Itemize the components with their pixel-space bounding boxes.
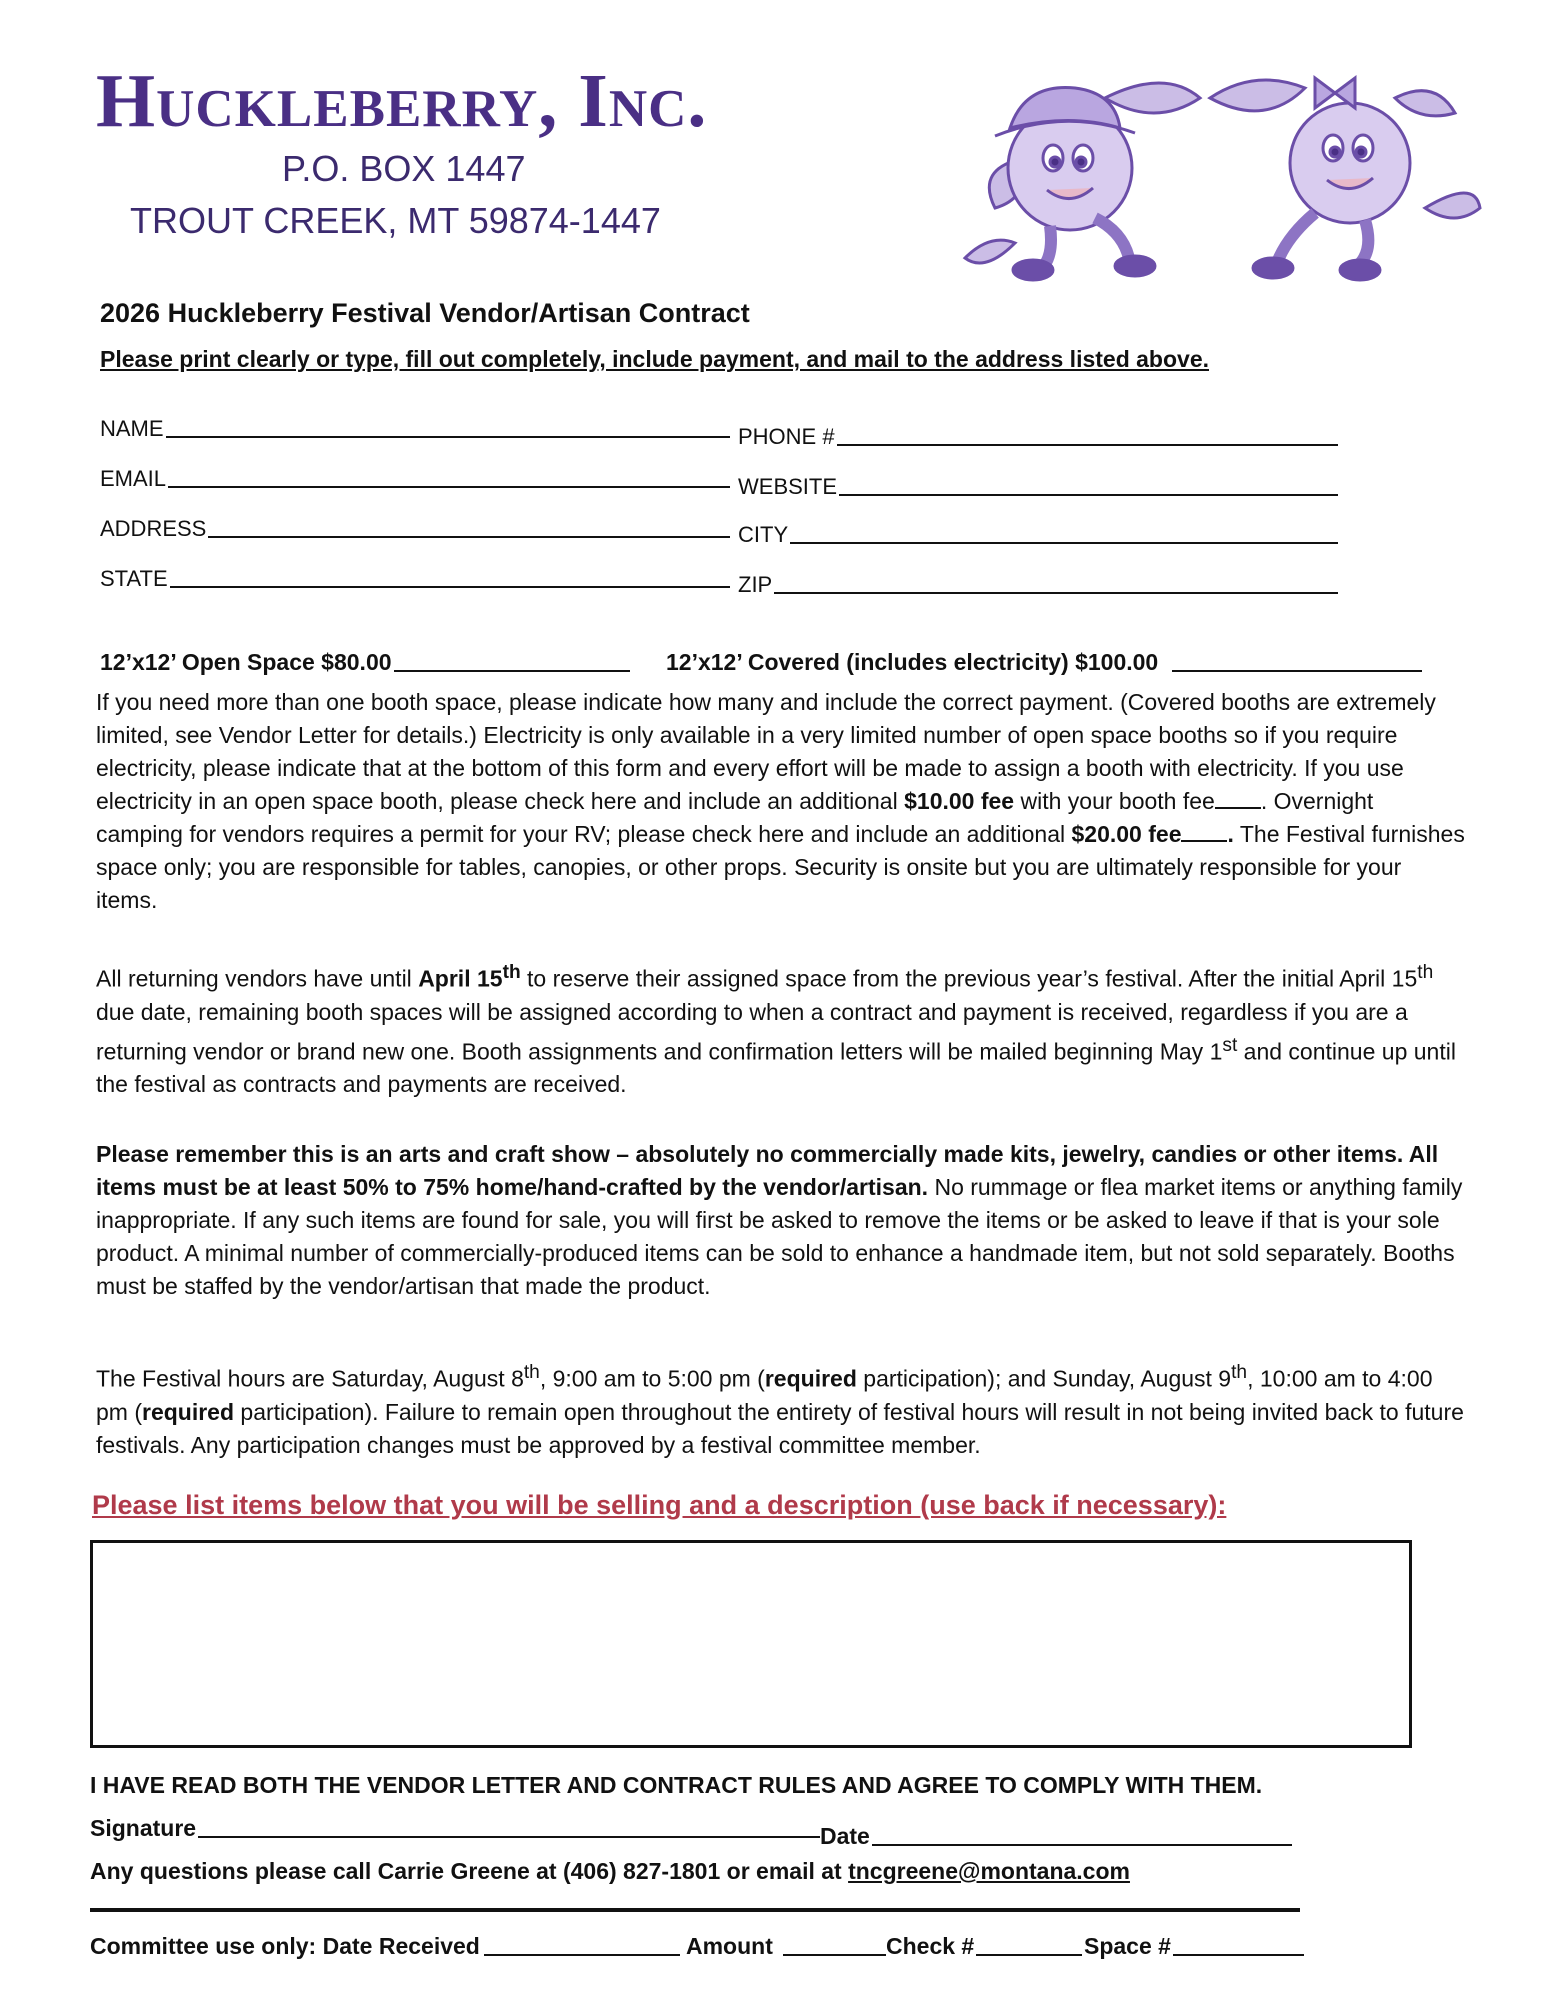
divider <box>90 1908 1300 1912</box>
electricity-check-blank[interactable] <box>1215 807 1261 809</box>
open-space-option[interactable] <box>100 646 630 676</box>
date-field[interactable] <box>820 1820 1292 1850</box>
zip-label: ZIP <box>738 572 773 597</box>
festival-hours-paragraph: The Festival hours are Saturday, August 8th, 9:00 am to 5:00 pm (required participation); and Sunday, August 9th, 10:00 am to 4:00 pm (required participation). Failure to remain open throughout the entirety of festival hours will result in not being invited back to future festivals. Any participation changes must be approved by a festival committee member. <box>96 1362 1464 1458</box>
city-state-zip: TROUT CREEK, MT 59874-1447 <box>130 200 661 241</box>
covered-space-label: 12’x12’ Covered (includes electricity) $100.00 <box>666 649 1159 675</box>
state-label: STATE <box>100 566 168 591</box>
covered-space-option[interactable] <box>666 646 1422 676</box>
signature-label: Signature <box>90 1815 197 1841</box>
city-field[interactable] <box>738 518 1338 548</box>
committee-label: Committee use only: Date Received <box>90 1933 480 1959</box>
items-heading: Please list items below that you will be selling and a description (use back if necessary): <box>92 1490 1227 1520</box>
phone-field[interactable] <box>738 420 1338 450</box>
huckleberry-mascots-illustration <box>955 58 1485 284</box>
check-label: Check # <box>886 1933 975 1959</box>
craft-rules-paragraph: Please remember this is an arts and craft show – absolutely no commercially made kits, jewelry, candies or other items. All items must be at least 50% to 75% home/hand-crafted by the vendor/artisan. No rummage or flea market items or anything family inappropriate. If any such items are found for sale, you will first be asked to remove the items or be asked to leave if that is your sole product. A minimal number of commercially-produced items can be sold to enhance a handmade item, but not sold separately. Booths must be staffed by the vendor/artisan that made the product. <box>96 1141 1463 1299</box>
website-label: WEBSITE <box>738 474 838 499</box>
form-instructions: Please print clearly or type, fill out completely, include payment, and mail to the address listed above. <box>100 346 1209 372</box>
open-space-label: 12’x12’ Open Space $80.00 <box>100 649 392 675</box>
items-description-box[interactable] <box>90 1540 1412 1748</box>
name-label: NAME <box>100 416 164 441</box>
committee-check <box>886 1930 1082 1960</box>
agreement-statement: I HAVE READ BOTH THE VENDOR LETTER AND CONTRACT RULES AND AGREE TO COMPLY WITH THEM. <box>90 1772 1263 1798</box>
organization-name: Huckleberry, Inc. <box>96 59 708 143</box>
city-label: CITY <box>738 522 789 547</box>
po-box: P.O. BOX 1447 <box>282 148 526 189</box>
space-label: Space # <box>1084 1933 1171 1959</box>
state-field[interactable] <box>100 562 730 592</box>
address-field[interactable] <box>100 512 730 542</box>
committee-amount <box>686 1930 886 1960</box>
email-field[interactable] <box>100 462 730 492</box>
camping-check-blank[interactable] <box>1181 840 1227 842</box>
booth-info-paragraph: If you need more than one booth space, please indicate how many and include the correct payment. (Covered booths are extremely limited, see Vendor Letter for details.) Electricity is only available in a very limited number of open space booths so if you require electricity, please indicate that at the bottom of this form and every effort will be made to assign a booth with electricity. If you use electricity in an open space booth, please check here and include an additional $10.00 fee with your booth fee . Overnight camping for vendors requires a permit for your RV; please check here and include an additional $20.00 fee . The Festival furnishes space only; you are responsible for tables, canopies, or other props. Security is onsite but you are ultimately responsible for your items. <box>96 689 1465 913</box>
email-label: EMAIL <box>100 466 167 491</box>
committee-space <box>1084 1930 1304 1960</box>
name-field[interactable] <box>100 412 730 442</box>
address-label: ADDRESS <box>100 516 207 541</box>
signature-field[interactable] <box>90 1812 820 1842</box>
form-title: 2026 Huckleberry Festival Vendor/Artisan Contract <box>100 298 750 328</box>
returning-vendors-paragraph: All returning vendors have until April 15th to reserve their assigned space from the previous year’s festival. After the initial April 15th due date, remaining booth spaces will be assigned according to when a contract and payment is received, regardless if you are a returning vendor or brand new one. Booth assignments and confirmation letters will be mailed beginning May 1st and continue up until the festival as contracts and payments are received. <box>96 962 1456 1098</box>
date-label: Date <box>820 1823 870 1849</box>
contact-line: Any questions please call Carrie Greene at (406) 827-1801 or email at tncgreene@montana.com <box>90 1858 1130 1884</box>
amount-label: Amount <box>686 1933 773 1959</box>
zip-field[interactable] <box>738 568 1338 598</box>
website-field[interactable] <box>738 470 1338 500</box>
phone-label: PHONE # <box>738 424 835 449</box>
contact-email-link[interactable]: tncgreene@montana.com <box>848 1858 1130 1884</box>
committee-date-received <box>90 1930 680 1960</box>
